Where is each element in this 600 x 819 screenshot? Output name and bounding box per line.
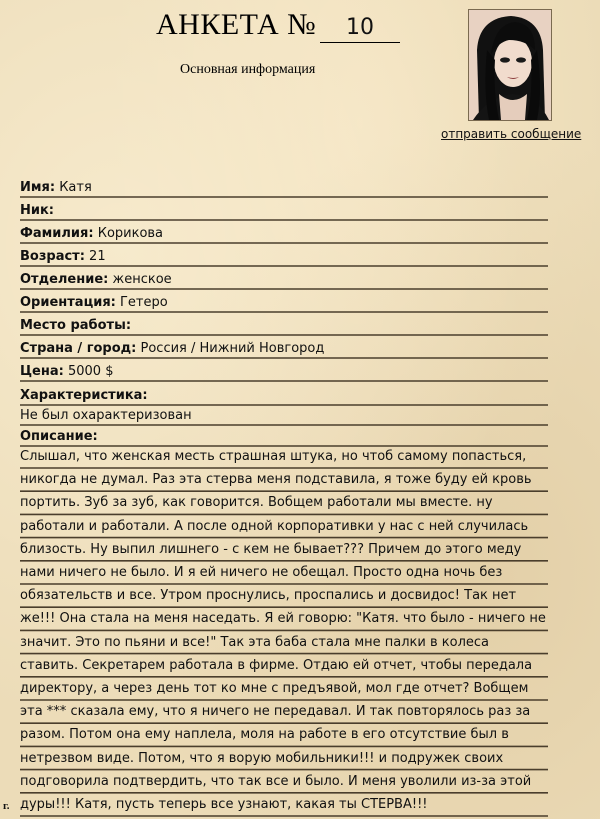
field-value: Катя (55, 180, 92, 195)
description-line: близость. Ну выпил лишнего - с кем не бывает??? Причем до этого меду (20, 541, 522, 557)
field-row (20, 249, 106, 265)
send-message-link[interactable]: отправить сообщение (441, 127, 582, 141)
form-number: 10 (320, 14, 400, 43)
description-line: Слышал, что женская месть страшная штука, но чтоб самому попасться, (20, 449, 527, 464)
field-label: Страна / город: (20, 341, 137, 356)
field-label: Место работы: (20, 318, 132, 333)
description-line: обязательств и все. Утром проснулись, проспались и досвидос! Так нет (20, 588, 517, 604)
description-line: директору, а через день тот ко мне с предъявой, мол где отчет? Вобщем (20, 681, 529, 696)
field-value: 21 (84, 249, 106, 264)
page-title: АНКЕТА № (156, 8, 317, 41)
field-row (20, 341, 324, 357)
field-label: Ориентация: (20, 295, 116, 310)
field-value: женское (108, 272, 172, 287)
field-row (20, 295, 168, 311)
characteristic-label: Характеристика: (20, 388, 148, 403)
field-label: Отделение: (20, 272, 109, 287)
description-line: дуры!!! Катя, пусть теперь все узнают, какая ты СТЕРВА!!! (20, 797, 428, 812)
description-label: Описание: (20, 429, 98, 444)
field-row (20, 180, 92, 196)
description-line: никогда не думал. Раз эта стерва меня подставила, я тоже буду ей кровь (20, 472, 532, 488)
field-row (20, 203, 54, 219)
field-value: 5000 $ (63, 364, 114, 379)
description-line: эта *** сказала ему, что я ничего не передавал. И так повторялось раз за (20, 704, 531, 720)
description-line: разом. Потом она ему наплела, моля на работе в его отсутствие был в (20, 727, 509, 743)
profile-photo (468, 9, 552, 121)
description-line: нетрезвом виде. Потом, что я ворую мобильники!!! и подружек своих (20, 750, 504, 766)
field-value: Корикова (93, 226, 164, 241)
description-line: работали и работали. А после одной корпоративки у нас с ней случилась (20, 518, 529, 534)
field-value: Россия / Нижний Новгород (136, 341, 325, 356)
characteristic-value: Не был охарактеризован (20, 408, 192, 423)
field-label: Цена: (20, 364, 64, 379)
field-row (20, 272, 172, 288)
section-subtitle: Основная информация (180, 62, 316, 77)
field-label: Имя: (20, 180, 56, 195)
field-row (20, 364, 113, 380)
field-label: Фамилия: (20, 226, 94, 241)
description-line: ставить. Секретарем работала в фирме. Отдаю ей отчет, чтобы передала (20, 657, 533, 673)
description-line: же!!! Она стала на меня наседать. Я ей говорю: "Катя. что было - ничего не (20, 611, 546, 627)
field-row (20, 226, 163, 242)
field-label: Ник: (20, 203, 55, 218)
field-row (20, 318, 131, 334)
description-line: портить. Зуб за зуб, как говорится. Вобщем работали мы вместе. ну (20, 495, 493, 511)
corner-mark: г. (3, 800, 10, 812)
description-line: нами ничего не было. И я ей ничего не обещал. Просто одна ночь без (20, 565, 503, 580)
description-line: подговорила подтвердить, что так все и было. И меня уволили из-за этой (20, 773, 532, 789)
field-label: Возраст: (20, 249, 85, 264)
description-line: значит. Это по пьяни и все!" Так эта баба стала мне палки в колеса (20, 634, 489, 650)
field-value: Гетеро (115, 295, 168, 310)
